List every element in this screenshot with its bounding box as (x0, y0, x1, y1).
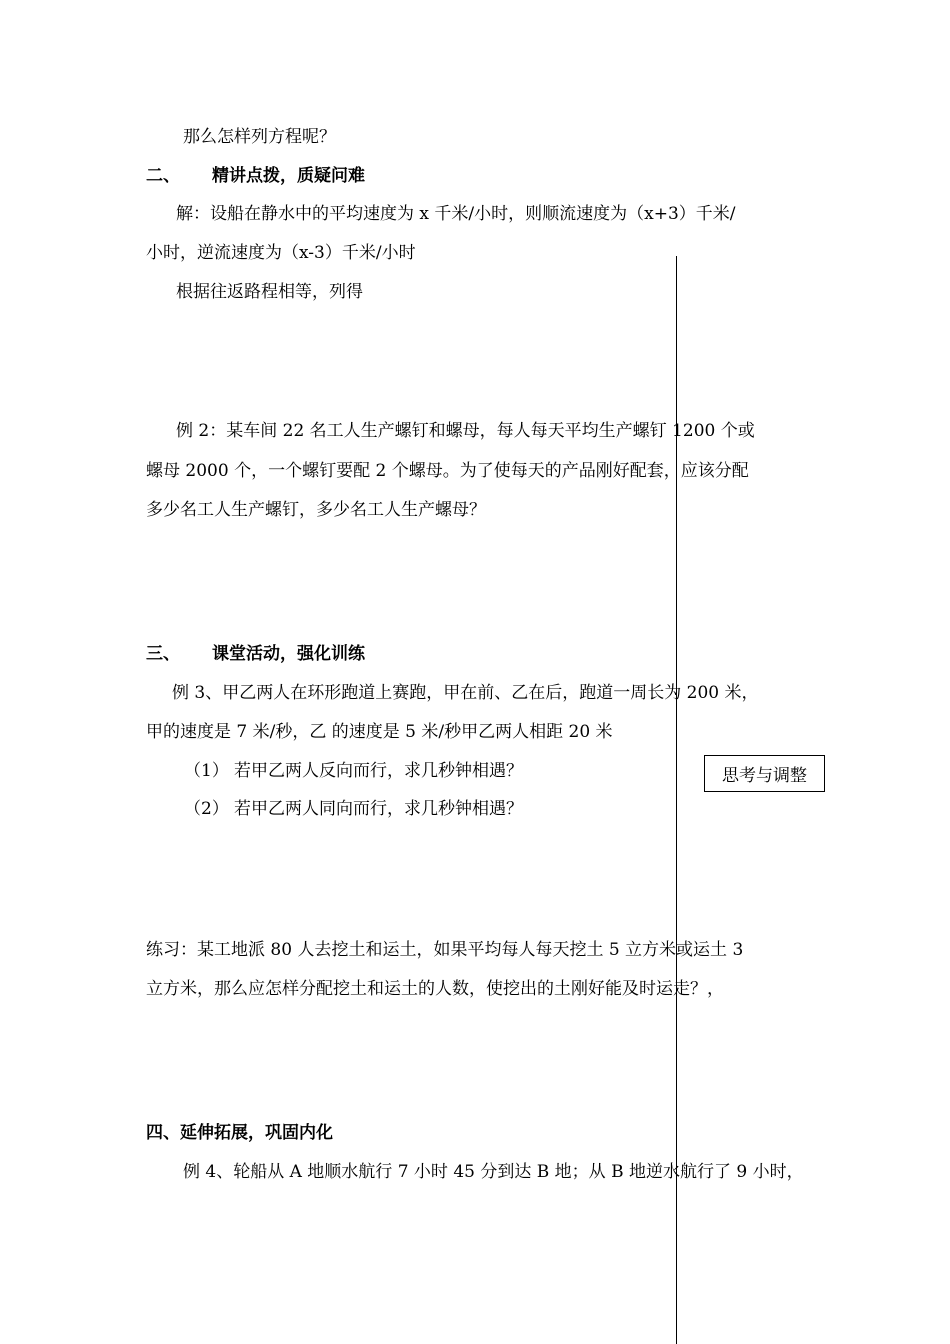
example-3-line: 甲的速度是 7 米/秒，乙 的速度是 5 米/秒甲乙两人相距 20 米 (146, 722, 613, 742)
section-heading-3 (146, 644, 365, 664)
section-number: 二、 (146, 166, 180, 186)
example-3-line: 例 3、甲乙两人在环形跑道上赛跑，甲在前、乙在后，跑道一周长为 200 米， (172, 683, 759, 703)
section-number: 三、 (146, 644, 180, 664)
text-line: 那么怎样列方程呢？ (183, 127, 336, 147)
practice-line: 立方米，那么应怎样分配挖土和运土的人数，使挖出的土刚好能及时运走？， (146, 979, 724, 999)
question-number: （2） (184, 799, 229, 819)
text-line: 解：设船在静水中的平均速度为 x 千米/小时，则顺流速度为（x+3）千米/ (176, 204, 736, 224)
question-1 (184, 761, 523, 781)
text-line: 小时，逆流速度为（x-3）千米/小时 (146, 243, 416, 263)
section-title: 课堂活动，强化训练 (212, 644, 365, 664)
example-2-line: 例 2：某车间 22 名工人生产螺钉和螺母，每人每天平均生产螺钉 1200 个或 (176, 421, 755, 441)
question-number: （1） (184, 761, 229, 781)
section-title: 精讲点拨，质疑问难 (212, 166, 365, 186)
example-4-line: 例 4、轮船从 A 地顺水航行 7 小时 45 分到达 B 地；从 B 地逆水航行了 9 小时， (183, 1162, 804, 1182)
example-2-line: 螺母 2000 个，一个螺钉要配 2 个螺母。为了使每天的产品刚好配套，应该分配 (146, 461, 749, 481)
section-heading-4: 四、延伸拓展，巩固内化 (146, 1123, 333, 1143)
think-and-adjust-box: 思考与调整 (704, 755, 825, 792)
example-2-line: 多少名工人生产螺钉，多少名工人生产螺母？ (146, 500, 486, 520)
question-2 (184, 799, 523, 819)
practice-line: 练习：某工地派 80 人去挖土和运土，如果平均每人每天挖土 5 立方米或运土 3 (146, 940, 744, 960)
text-line: 根据往返路程相等，列得 (176, 282, 363, 302)
question-text: 若甲乙两人同向而行，求几秒钟相遇？ (234, 799, 523, 819)
section-heading-2 (146, 166, 365, 186)
question-text: 若甲乙两人反向而行，求几秒钟相遇？ (234, 761, 523, 781)
